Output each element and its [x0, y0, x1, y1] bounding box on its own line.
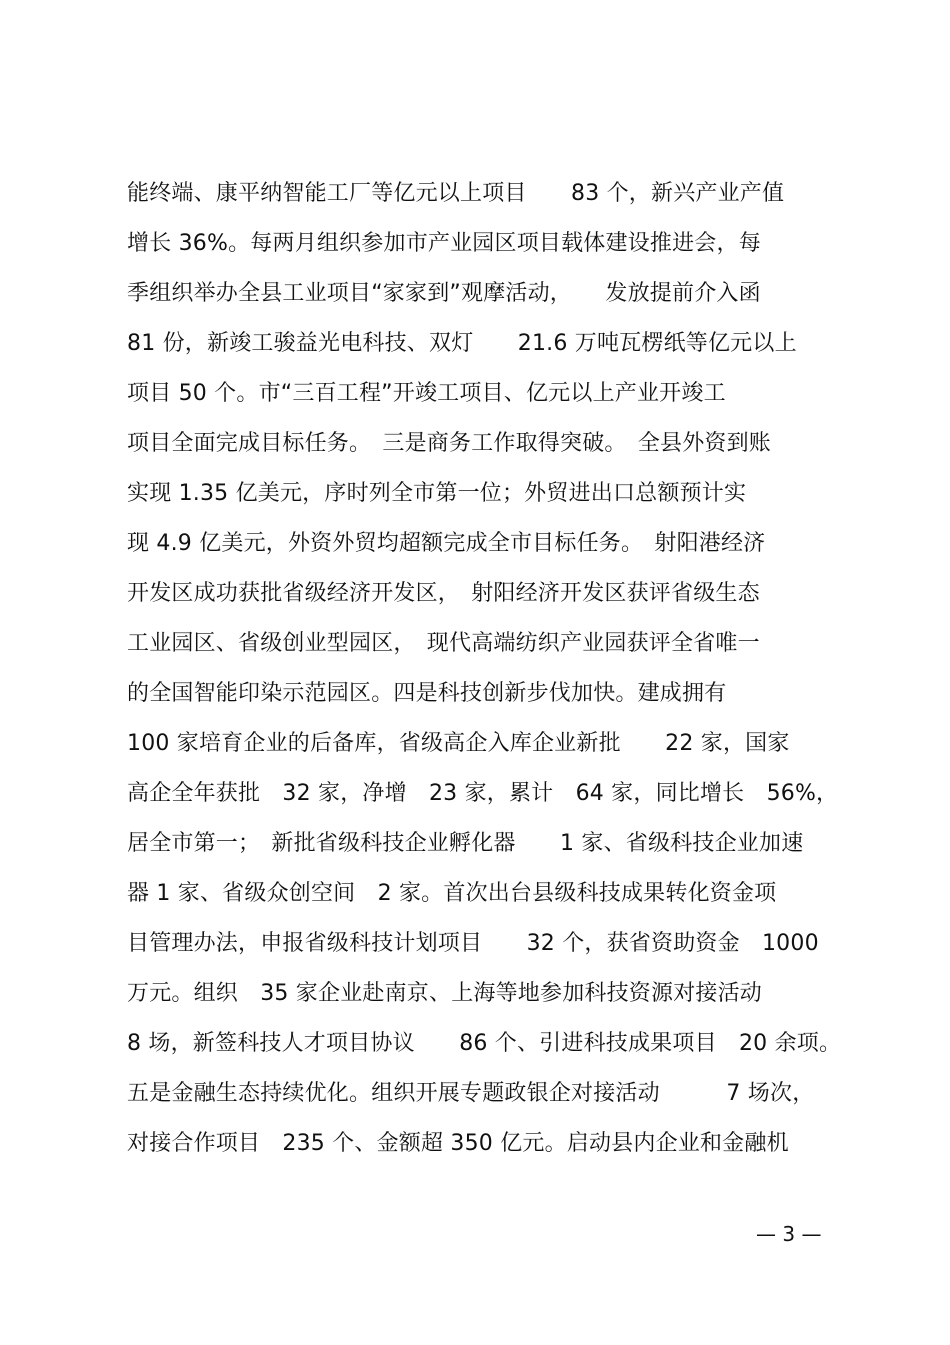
body-text-line: 现 4.9 亿美元，外资外贸均超额完成全市目标任务。 射阳港经济 [127, 531, 766, 556]
body-text-line: 100 家培育企业的后备库，省级高企入库企业新批 22 家，国家 [127, 731, 790, 756]
body-text-line: 81 份，新竣工骏益光电科技、双灯 21.6 万吨瓦楞纸等亿元以上 [127, 331, 797, 356]
body-text-line: 高企全年获批 32 家，净增 23 家，累计 64 家，同比增长 56%， [127, 781, 839, 806]
body-text-line: 实现 1.35 亿美元，序时列全市第一位；外贸进出口总额预计实 [127, 481, 747, 506]
body-text-line: 项目 50 个。市“三百工程”开竣工项目、亿元以上产业开竣工 [127, 381, 726, 406]
body-text-line: 工业园区、省级创业型园区， 现代高端纺织产业园获评全省唯一 [127, 631, 760, 656]
body-text-line: 五是金融生态持续优化。组织开展专题政银企对接活动 7 场次， [127, 1081, 815, 1106]
body-text-line: 万元。组织 35 家企业赴南京、上海等地参加科技资源对接活动 [127, 981, 762, 1006]
body-text-line: 居全市第一； 新批省级科技企业孵化器 1 家、省级科技企业加速 [127, 831, 804, 856]
body-text-line: 对接合作项目 235 个、金额超 350 亿元。启动县内企业和金融机 [127, 1131, 789, 1156]
body-text-line: 目管理办法，申报省级科技计划项目 32 个，获省资助资金 1000 [127, 931, 819, 956]
body-text-line: 季组织举办全县工业项目“家家到”观摩活动， 发放提前介入函 [127, 281, 761, 306]
body-text-line: 器 1 家、省级众创空间 2 家。首次出台县级科技成果转化资金项 [127, 881, 777, 906]
page-number: — 3 — [756, 1222, 822, 1246]
body-text-line: 能终端、康平纳智能工厂等亿元以上项目 83 个，新兴产业产值 [127, 181, 785, 206]
body-text-line: 8 场，新签科技人才项目协议 86 个、引进科技成果项目 20 余项。 [127, 1031, 842, 1056]
body-text-line: 开发区成功获批省级经济开发区， 射阳经济开发区获评省级生态 [127, 581, 760, 606]
body-text-line: 项目全面完成目标任务。 三是商务工作取得突破。 全县外资到账 [127, 431, 772, 456]
body-text-line: 的全国智能印染示范园区。四是科技创新步伐加快。建成拥有 [127, 681, 727, 706]
body-text-line: 增长 36%。每两月组织参加市产业园区项目载体建设推进会，每 [127, 231, 761, 256]
